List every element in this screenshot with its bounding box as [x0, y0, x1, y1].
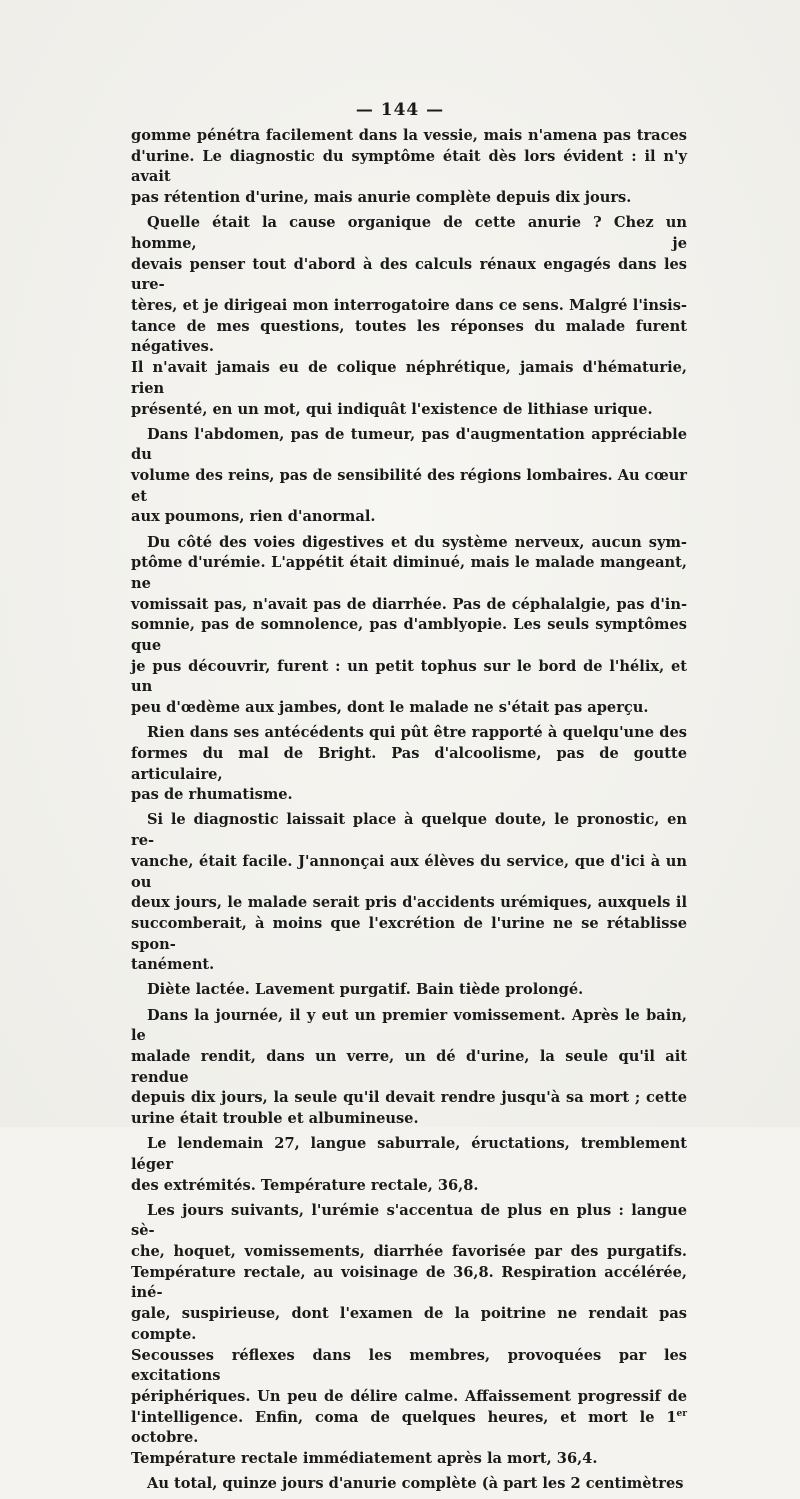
text-line: Quelle était la cause organique de cette anurie ? Chez un homme, je: [131, 214, 687, 252]
paragraph: [131, 126, 687, 209]
text-line: ptôme d'urémie. L'appétit était diminué, mais le malade mangeant, ne: [131, 554, 687, 592]
text-line: tanément.: [131, 956, 215, 974]
text-line: gale, suspirieuse, dont l'examen de la poitrine ne rendait pas compte.: [131, 1305, 687, 1343]
text-line: Au total, quinze jours d'anurie complète (à part les 2 centimètres: [147, 1475, 684, 1493]
paragraph: [131, 533, 687, 719]
text-line: urine était trouble et albumineuse.: [131, 1110, 419, 1128]
paragraph: [131, 1006, 687, 1130]
text-line: Du côté des voies digestives et du système nerveux, aucun sym-: [147, 533, 687, 551]
text-line: malade rendit, dans un verre, un dé d'urine, la seule qu'il ait rendue: [131, 1047, 687, 1086]
text-line: pas de rhumatisme.: [131, 786, 293, 804]
superscript: er: [676, 1408, 687, 1419]
paragraph: [131, 1474, 687, 1495]
paragraph: [131, 980, 687, 1001]
text-line: Si le diagnostic laissait place à quelque doute, le pronostic, en re-: [131, 811, 687, 850]
paragraph: [131, 425, 687, 529]
text-line: Les jours suivants, l'urémie s'accentua de plus en plus : langue sè-: [131, 1201, 687, 1240]
page-number: — 144 —: [355, 100, 445, 120]
text-line: d'urine. Le diagnostic du symptôme était dès lors évident : il n'y avait: [131, 147, 687, 186]
text-line: Il n'avait jamais eu de colique néphrétique, jamais d'hématurie, rien: [131, 359, 687, 397]
paragraph: [131, 1134, 687, 1196]
text-line: périphériques. Un peu de délire calme. Affaissement progressif de: [131, 1388, 687, 1405]
text-line: aux poumons, rien d'anormal.: [131, 508, 376, 526]
text-line: gomme pénétra facilement dans la vessie, mais n'amena pas traces: [131, 127, 687, 144]
text-line: tères, et je dirigeai mon interrogatoire dans ce sens. Malgré l'insis-: [131, 297, 687, 315]
text-line: devais penser tout d'abord à des calculs rénaux engagés dans les ure-: [131, 255, 687, 294]
text-line: che, hoquet, vomissements, diarrhée favorisée par des purgatifs.: [131, 1243, 687, 1261]
text-line: volume des reins, pas de sensibilité des régions lombaires. Au cœur et: [131, 467, 687, 505]
paragraph: [131, 213, 687, 420]
text-line: Rien dans ses antécédents qui pût être rapporté à quelqu'une des: [147, 724, 687, 742]
text-line: vanche, était facile. J'annonçai aux élèves du service, que d'ici à un ou: [131, 852, 687, 891]
text-line: Température rectale immédiatement après la mort, 36,4.: [131, 1450, 598, 1468]
text-line: somnie, pas de somnolence, pas d'amblyopie. Les seuls symptômes que: [131, 616, 687, 655]
text-line: vomissait pas, n'avait pas de diarrhée. Pas de céphalalgie, pas d'in-: [131, 595, 687, 613]
text-line: Le lendemain 27, langue saburrale, éructations, tremblement léger: [131, 1135, 687, 1173]
text-line: Diète lactée. Lavement purgatif. Bain tiède prolongé.: [147, 981, 584, 999]
text-line: je pus découvrir, furent : un petit tophus sur le bord de l'hélix, et un: [131, 657, 687, 696]
paragraph: [131, 810, 687, 976]
text-line: présenté, en un mot, qui indiquât l'existence de lithiase urique.: [131, 400, 653, 418]
text-line: depuis dix jours, la seule qu'il devait rendre jusqu'à sa mort ; cette: [131, 1089, 687, 1107]
superscript-trailing-text: octobre.: [131, 1429, 199, 1447]
text-line: peu d'œdème aux jambes, dont le malade ne s'était pas aperçu.: [131, 699, 649, 717]
text-line: Secousses réflexes dans les membres, provoquées par les excitations: [131, 1346, 687, 1385]
body-text: [131, 126, 687, 1499]
text-line: pas rétention d'urine, mais anurie complète depuis dix jours.: [131, 189, 632, 207]
text-line: des extrémités. Température rectale, 36,8.: [131, 1176, 479, 1194]
paragraph: [131, 723, 687, 806]
text-line: deux jours, le malade serait pris d'accidents urémiques, auxquels il: [131, 894, 687, 912]
text-line: tance de mes questions, toutes les réponses du malade furent négatives.: [131, 317, 687, 356]
text-line: succomberait, à moins que l'excrétion de l'urine ne se rétablisse spon-: [131, 914, 687, 953]
text-line: Dans la journée, il y eut un premier vomissement. Après le bain, le: [131, 1006, 687, 1045]
text-line: formes du mal de Bright. Pas d'alcoolisme, pas de goutte articulaire,: [131, 744, 687, 783]
paragraph: [131, 1201, 687, 1470]
text-line: Dans l'abdomen, pas de tumeur, pas d'augmentation appréciable du: [131, 425, 687, 464]
text-line: Température rectale, au voisinage de 36,8. Respiration accélérée, iné-: [131, 1263, 687, 1302]
text-line: l'intelligence. Enfin, coma de quelques heures, et mort le 1er octobre.: [131, 1408, 687, 1447]
